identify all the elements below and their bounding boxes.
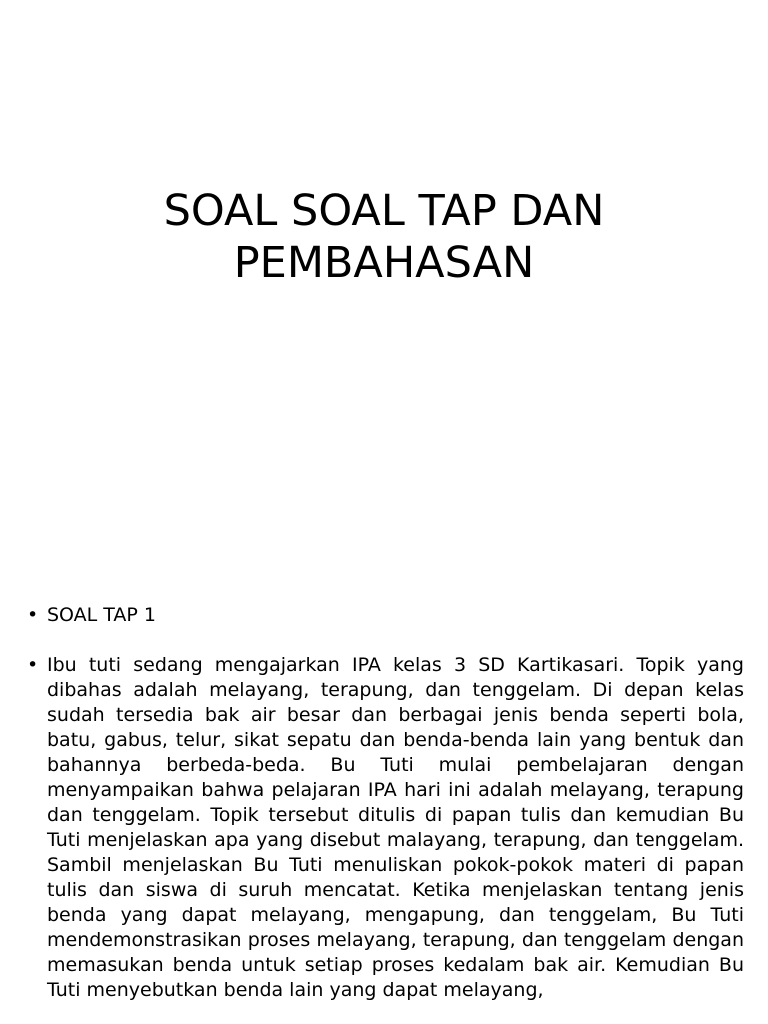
bullet-list	[0, 603, 768, 1003]
bullet-text: Ibu tuti sedang mengajarkan IPA kelas 3 SD Kartikasari. Topik yang dibahas adalah melayang, terapung, dan tenggelam. Di depan kelas sudah tersedia bak air besar dan berbagai jenis benda seperti bola, batu, gabus, telur, sikat sepatu dan benda-benda lain yang bentuk dan bahannya berbeda-beda. Bu Tuti mulai pembelajaran dengan menyampaikan bahwa pelajaran IPA hari ini adalah melayang, terapung dan tenggelam. Topik tersebut ditulis di papan tulis dan kemudian Bu Tuti menjelaskan apa yang disebut malayang, terapung, dan tenggelam. Sambil menjelaskan Bu Tuti menuliskan pokok-pokok materi di papan tulis dan siswa di suruh mencatat. Ketika menjelaskan tentang jenis benda yang dapat melayang, mengapung, dan tenggelam, Bu Tuti mendemonstrasikan proses melayang, terapung, dan tenggelam dengan memasukan benda untuk setiap proses kedalam bak air. Kemudian Bu Tuti menyebutkan benda lain yang dapat melayang,	[47, 654, 744, 1001]
bullet-text: SOAL TAP 1	[47, 604, 157, 626]
title-line-1: SOAL SOAL TAP DAN	[163, 186, 605, 236]
content-slide	[0, 576, 768, 1024]
bullet-item-question	[0, 653, 768, 1003]
bullet-item-heading	[0, 603, 768, 628]
slide-title	[60, 185, 708, 289]
bullet-icon: •	[27, 604, 39, 626]
title-line-2: PEMBAHASAN	[233, 238, 535, 288]
bullet-icon: •	[27, 654, 39, 676]
